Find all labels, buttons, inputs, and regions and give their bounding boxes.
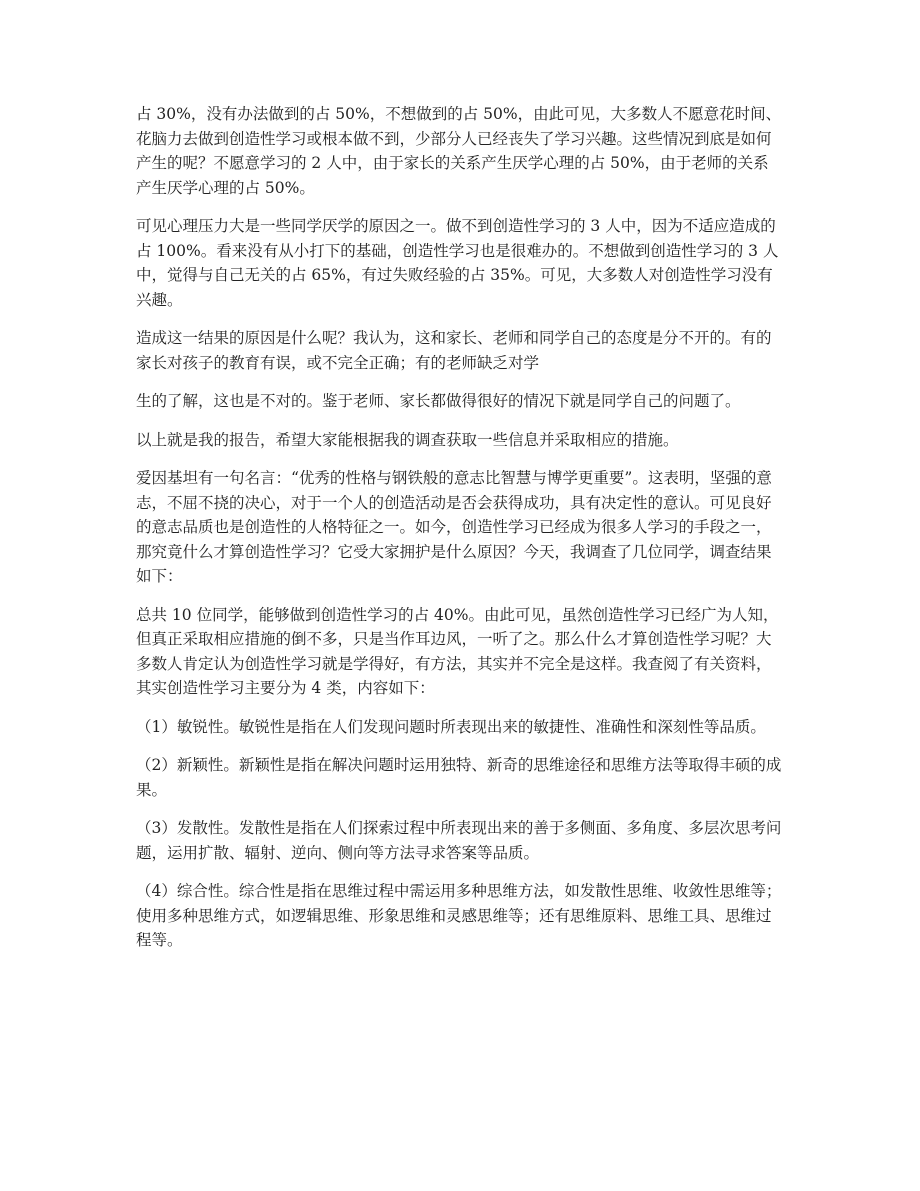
list-item-comprehensiveness: （4）综合性。综合性是指在思维过程中需运用多种思维方法，如发散性思维、收敛性思维等；使用多种思维方式，如逻辑思维、形象思维和灵感思维等；还有思维原料、思维工具、思维过程等。	[136, 882, 782, 949]
list-item-divergence: （3）发散性。发散性是指在人们探索过程中所表现出来的善于多侧面、多角度、多层次思考问题，运用扩散、辐射、逆向、侧向等方法寻求答案等品质。	[136, 819, 782, 862]
paragraph-survey-results: 占 30%，没有办法做到的占 50%，不想做到的占 50%，由此可见，大多数人不愿意花时间、花脑力去做到创造性学习或根本做不到，少部分人已经丧失了学习兴趣。这些情况到底是如何产生的呢？不愿意学习的 2 人中，由于家长的关系产生厌学心理的占 50%，由于老师的关系产生厌学心理的占 50%。	[136, 105, 782, 197]
paragraph-survey-overview: 总共 10 位同学，能够做到创造性学习的占 40%。由此可见，虽然创造性学习已经广为人知，但真正采取相应措施的倒不多，只是当作耳边风，一听了之。那么什么才算创造性学习呢？大多数人肯定认为创造性学习就是学得好，有方法，其实并不完全是这样。我查阅了有关资料，其实创造性学习主要分为 4 类，内容如下：	[136, 605, 779, 697]
paragraph-report-conclusion: 以上就是我的报告，希望大家能根据我的调查获取一些信息并采取相应的措施。	[136, 430, 679, 449]
paragraph-einstein-quote: 爱因基坦有一句名言：“优秀的性格与钢铁般的意志比智慧与博学更重要”。这表明，坚强的意志，不屈不挠的决心，对于一个人的创造活动是否会获得成功，具有决定性的意认。可见良好的意志品质也是创造性的人格特征之一。如今，创造性学习已经成为很多人学习的手段之一，那究竟什么才算创造性学习？它受大家拥护是什么原因？今天，我调查了几位同学，调查结果如下：	[136, 469, 772, 585]
paragraph-causes-continued: 生的了解，这也是不对的。鉴于老师、家长都做得很好的情况下就是同学自己的问题了。	[136, 392, 741, 410]
document-body	[136, 102, 784, 967]
list-item-sensitivity: （1）敏锐性。敏锐性是指在人们发现问题时所表现出来的敏捷性、准确性和深刻性等品质。	[136, 717, 766, 736]
paragraph-causes: 造成这一结果的原因是什么呢？我认为，这和家长、老师和同学自己的态度是分不开的。有的家长对孩子的教育有误，或不完全正确；有的老师缺乏对学	[136, 329, 772, 372]
paragraph-psychological-pressure: 可见心理压力大是一些同学厌学的原因之一。做不到创造性学习的 3 人中，因为不适应造成的占 100%。看来没有从小打下的基础，创造性学习也是很难办的。不想做到创造性学习的 3 人中，觉得与自己无关的占 65%，有过失败经验的占 35%。可见，大多数人对创造性学习没有兴趣。	[136, 217, 779, 309]
list-item-novelty: （2）新颖性。新颖性是指在解决问题时运用独特、新奇的思维途径和思维方法等取得丰硕的成果。	[136, 756, 782, 799]
